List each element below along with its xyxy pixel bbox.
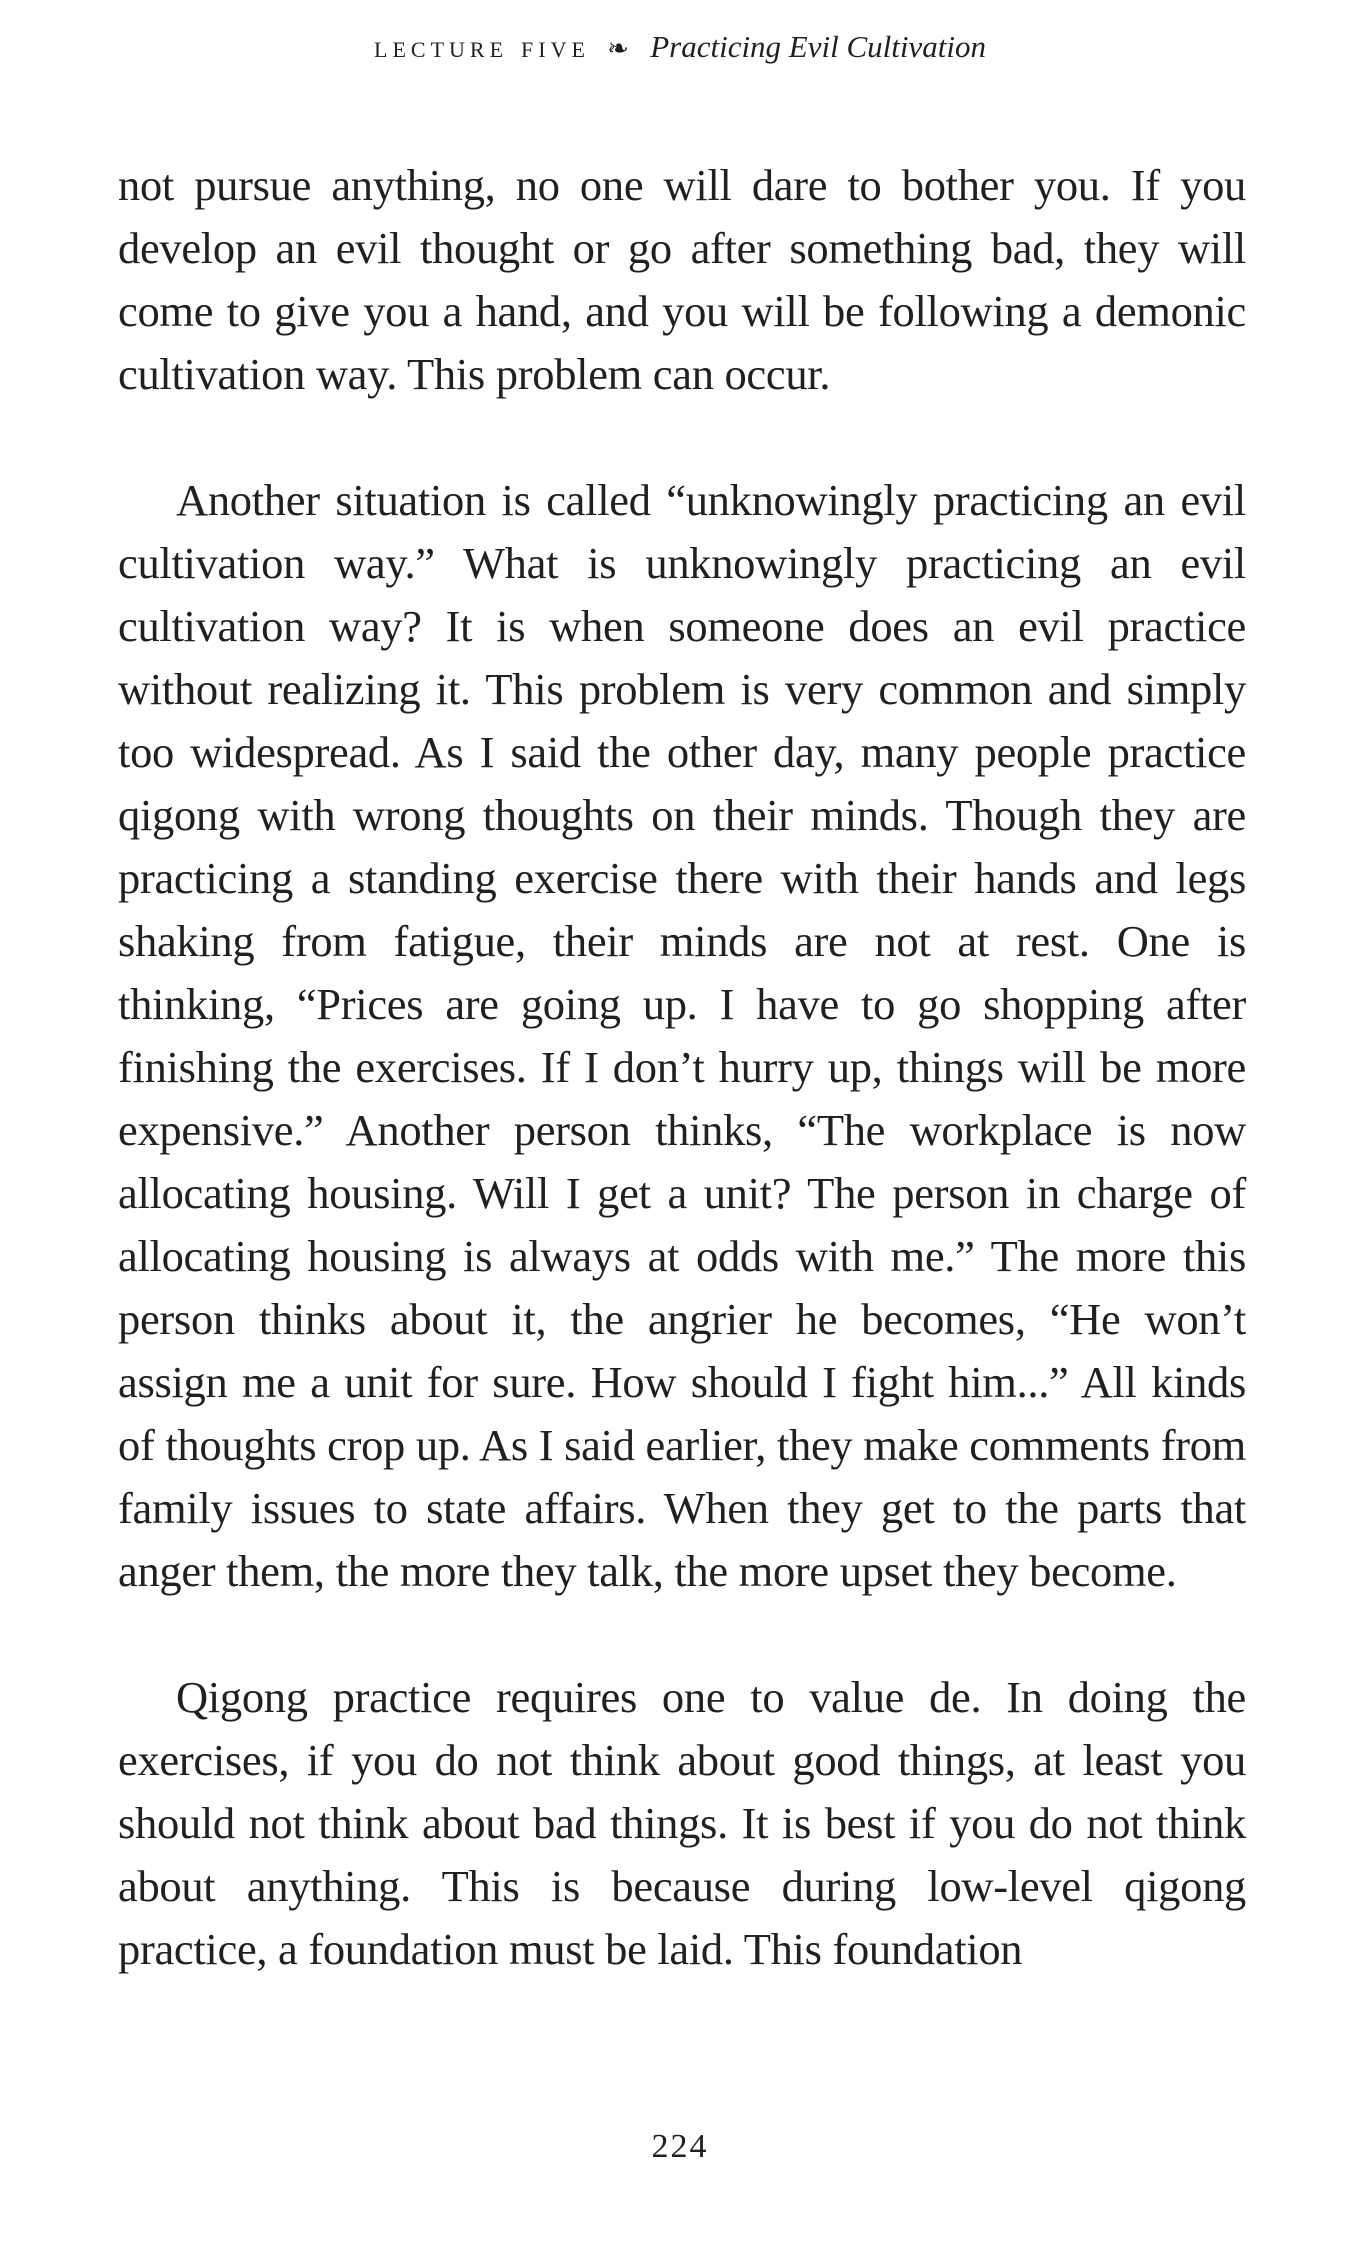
paragraph-continued: not pursue anything, no one will dare to bother you. If you develop an evil thought or go after something bad, they will come to give you a hand, and you will be following a demonic cultivation way. This problem can occur. — [118, 160, 1246, 399]
paragraph: Another situation is called “unknowingly practicing an evil cultivation way.” What is unknowingly practicing an evil cultivation way? It is when someone does an evil practice without realizing it. This problem is very common and simply too widespread. As I said the other day, many people practice qigong with wrong thoughts on their minds. Though they are practicing a standing exercise there with their hands and legs shaking from fatigue, their minds are not at rest. One is thinking, “Prices are going up. I have to go shopping after finishing the exercises. If I don’t hurry up, things will be more expensive.” Another person thinks, “The workplace is now allocating housing. Will I get a unit? The person in charge of allocating housing is always at odds with me.” The more this person thinks about it, the angrier he becomes, “He won’t assign me a unit for sure. How should I fight him...” All kinds of thoughts crop up. As I said earlier, they make comments from family issues to state affairs. When they get to the parts that anger them, the more they talk, the more upset they become. — [118, 475, 1246, 1596]
chapter-title: Practicing Evil Cultivation — [650, 29, 986, 64]
lecture-label: lecture five — [374, 28, 590, 64]
paragraph: Qigong practice requires one to value de. In doing the exercises, if you do not think about good things, at least you should not think about bad things. It is best if you do not think about anything. This is because during low-level qigong practice, a foundation must be laid. This foundation — [118, 1672, 1246, 1974]
running-header — [0, 28, 1360, 65]
body-text — [118, 154, 1246, 1981]
fleuron-icon: ❧ — [607, 34, 629, 63]
page-number: 224 — [651, 2128, 709, 2165]
